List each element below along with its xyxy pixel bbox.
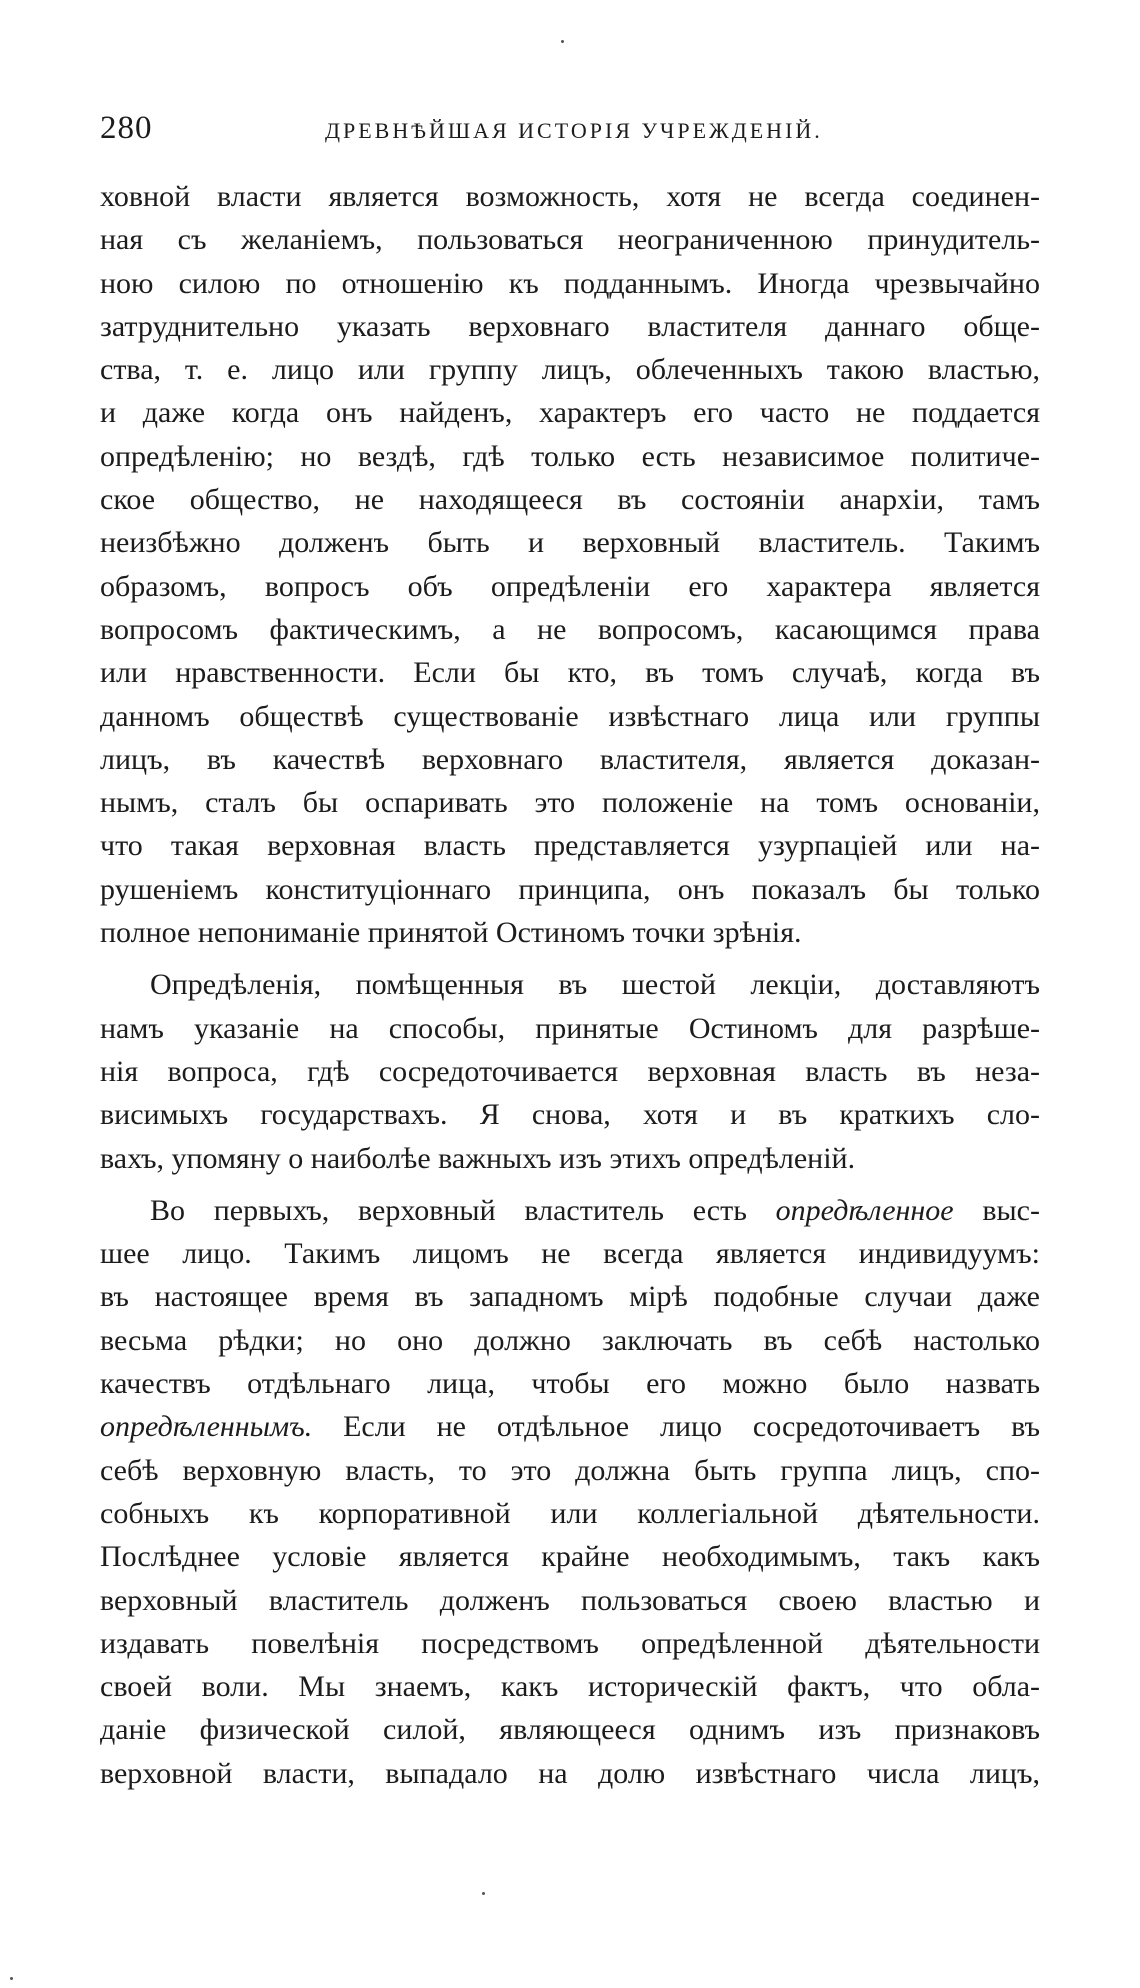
text-line: опредѣленію; но вездѣ, гдѣ только есть независимое политиче- bbox=[100, 439, 1040, 473]
text-segment: выс- bbox=[953, 1193, 1040, 1227]
text-line: ства, т. е. лицо или группу лицъ, облеченныхъ такою властью, bbox=[100, 353, 1040, 387]
running-title: ДРЕВНѢЙШАЯ ИСТОРІЯ УЧРЕЖДЕНІЙ. bbox=[325, 118, 823, 143]
text-line: своей воли. Мы знаемъ, какъ историческій фактъ, что обла- bbox=[100, 1670, 1040, 1704]
text-line: шее лицо. Такимъ лицомъ не всегда является индивидуумъ: bbox=[100, 1237, 1040, 1271]
scan-speck bbox=[482, 1892, 485, 1895]
text-line: даніе физической силой, являющееся однимъ изъ признаковъ bbox=[100, 1713, 1040, 1747]
text-line: качествъ отдѣльнаго лица, чтобы его можно было назвать bbox=[100, 1367, 1040, 1401]
text-line: ная съ желаніемъ, пользоваться неограниченною принудитель- bbox=[100, 223, 1040, 257]
text-segment: Если не отдѣльное лицо сосредоточиваетъ въ bbox=[312, 1410, 1040, 1444]
text-line: ною силою по отношенію къ подданнымъ. Иногда чрезвычайно bbox=[100, 266, 1040, 300]
scan-speck bbox=[561, 40, 564, 43]
text-line: ховной власти является возможность, хотя не всегда соединен- bbox=[100, 180, 1040, 213]
text-line: въ настоящее время въ западномъ мірѣ подобные случаи даже bbox=[100, 1280, 1040, 1314]
text-line: лицъ, въ качествѣ верховнаго властителя, является доказан- bbox=[100, 742, 1040, 776]
text-line: весьма рѣдки; но оно должно заключать въ себѣ настолько bbox=[100, 1323, 1040, 1357]
text-line: себѣ верховную власть, то это должна быть группа лицъ, спо- bbox=[100, 1453, 1040, 1487]
text-line: вахъ, упомяну о наиболѣе важныхъ изъ этихъ опредѣленій. bbox=[100, 1141, 856, 1175]
text-line: Опредѣленія, помѣщенныя въ шестой лекціи, доставляютъ bbox=[150, 968, 1040, 1002]
text-line: и даже когда онъ найденъ, характеръ его часто не поддается bbox=[100, 396, 1040, 430]
text-line: или нравственности. Если бы кто, въ томъ случаѣ, когда въ bbox=[100, 656, 1040, 690]
paragraph-1 bbox=[100, 175, 1040, 954]
text-line: ское общество, не находящееся въ состояніи анархіи, тамъ bbox=[100, 483, 1040, 517]
page-number: 280 bbox=[100, 110, 153, 146]
text-line: собныхъ къ корпоративной или коллегіальной дѣятельности. bbox=[100, 1496, 1040, 1530]
paragraph-2 bbox=[100, 963, 1040, 1179]
text-line: полное непониманіе принятой Остиномъ точки зрѣнія. bbox=[100, 916, 802, 950]
text-line: нымъ, сталъ бы оспаривать это положеніе на томъ основаніи, bbox=[100, 786, 1040, 820]
scan-speck bbox=[10, 1977, 13, 1980]
body-text bbox=[100, 175, 1040, 1795]
text-line: верховной власти, выпадало на долю извѣстнаго числа лицъ, bbox=[100, 1756, 1040, 1790]
paragraph-3 bbox=[100, 1189, 1040, 1795]
text-line: висимыхъ государствахъ. Я снова, хотя и въ краткихъ сло- bbox=[100, 1098, 1040, 1132]
text-line: неизбѣжно долженъ быть и верховный властитель. Такимъ bbox=[100, 526, 1040, 560]
text-line: затруднительно указать верховнаго властителя даннаго обще- bbox=[100, 309, 1040, 343]
text-line: данномъ обществѣ существованіе извѣстнаго лица или группы bbox=[100, 699, 1040, 733]
text-line: что такая верховная власть представляется узурпаціей или на- bbox=[100, 829, 1040, 863]
text-line: издавать повелѣнія посредствомъ опредѣленной дѣятельности bbox=[100, 1626, 1040, 1660]
text-line: намъ указаніе на способы, принятые Остиномъ для разрѣше- bbox=[100, 1011, 1040, 1045]
text-line bbox=[100, 1189, 1040, 1232]
text-line: Послѣднее условіе является крайне необходимымъ, такъ какъ bbox=[100, 1540, 1040, 1574]
text-line: верховный властитель долженъ пользоваться своею властью и bbox=[100, 1583, 1040, 1617]
text-line: нія вопроса, гдѣ сосредоточивается верховная власть въ неза- bbox=[100, 1054, 1040, 1088]
page-header bbox=[100, 110, 1040, 160]
text-line: рушеніемъ конституціоннаго принципа, онъ показалъ бы только bbox=[100, 872, 1040, 906]
text-line: вопросомъ фактическимъ, а не вопросомъ, касающимся права bbox=[100, 612, 1040, 646]
text-line bbox=[100, 1405, 1040, 1448]
emphasis-text: опредѣленное bbox=[775, 1193, 954, 1227]
text-segment: Во первыхъ, верховный властитель есть bbox=[150, 1193, 776, 1227]
emphasis-text: опредѣленнымъ. bbox=[100, 1410, 313, 1444]
text-line: образомъ, вопросъ объ опредѣленіи его характера является bbox=[100, 569, 1040, 603]
